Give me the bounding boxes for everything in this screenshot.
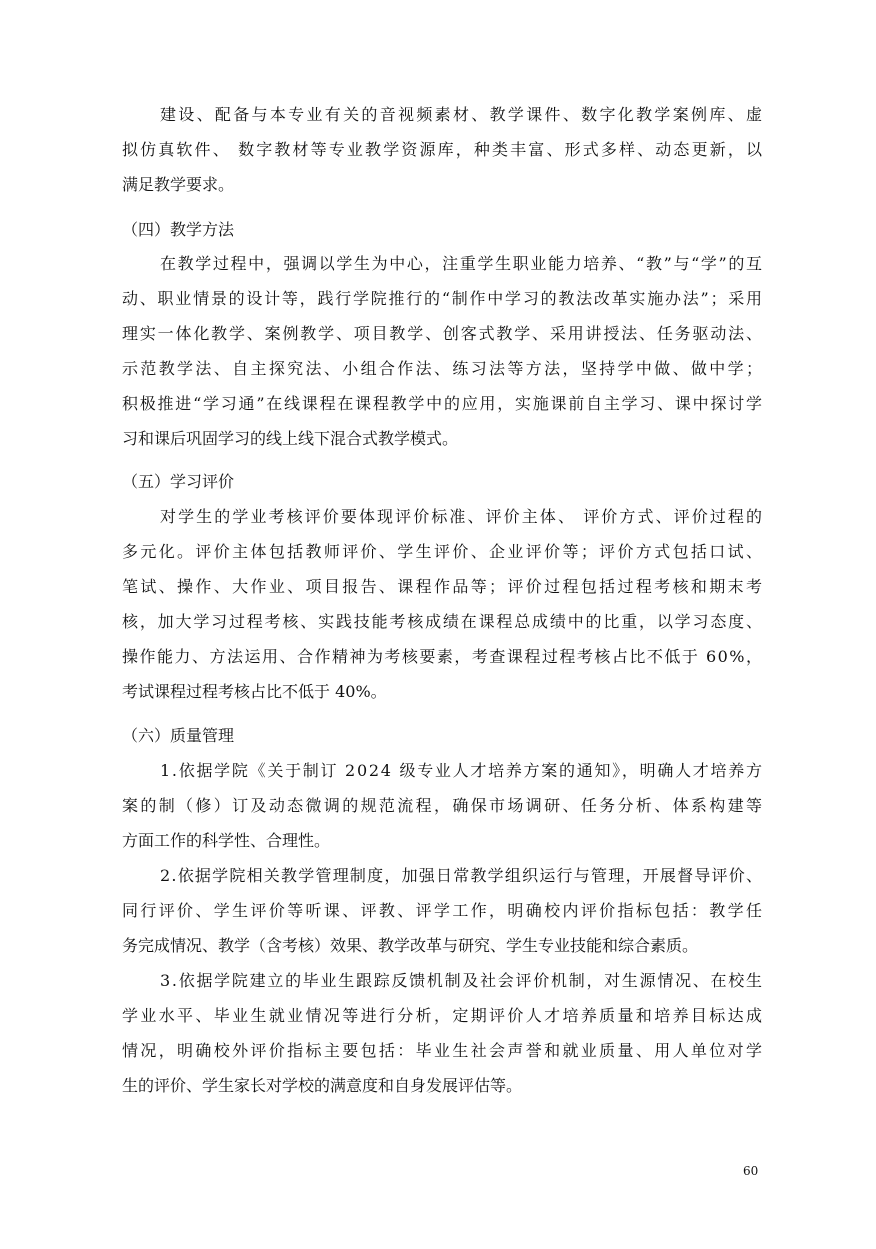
- page-number: 60: [743, 1164, 759, 1178]
- learning-evaluation-line: 对学生的学业考核评价要体现评价标准、评价主体、 评价方式、评价过程的: [160, 507, 765, 526]
- quality-item-line: 方面工作的科学性、合理性。: [122, 831, 331, 850]
- teaching-methods-line: 示范教学法、自主探究法、小组合作法、练习法等方法，坚持学中做、做中学；: [122, 359, 765, 378]
- learning-evaluation-line: 核，加大学习过程考核、实践技能考核成绩在课程总成绩中的比重，以学习态度、: [122, 612, 764, 631]
- resources-line: 建设、配备与本专业有关的音视频素材、教学课件、数字化教学案例库、虚: [160, 105, 765, 124]
- quality-item-line: 1.依据学院《关于制订 2024 级专业人才培养方案的通知》，明确人才培养方: [160, 761, 764, 780]
- quality-item-line: 3.依据学院建立的毕业生跟踪反馈机制及社会评价机制，对生源情况、在校生: [160, 971, 764, 990]
- quality-item-line: 生的评价、学生家长对学校的满意度和自身发展评估等。: [122, 1076, 523, 1095]
- section-heading-learning-evaluation: （五）学习评价: [122, 472, 235, 491]
- learning-evaluation-line: 笔试、操作、大作业、项目报告、课程作品等；评价过程包括过程考核和期末考: [122, 577, 765, 596]
- quality-item-line: 2.依据学院相关教学管理制度，加强日常教学组织运行与管理，开展督导评价、: [160, 866, 764, 885]
- section-heading-quality-management: （六）质量管理: [122, 726, 235, 745]
- teaching-methods-line: 习和课后巩固学习的线上线下混合式教学模式。: [122, 429, 459, 448]
- learning-evaluation-line: 考试课程过程考核占比不低于 40%。: [122, 682, 387, 701]
- teaching-methods-line: 动、职业情景的设计等，践行学院推行的“制作中学习的教法改革实施办法”；采用: [122, 289, 764, 308]
- teaching-methods-line: 积极推进“学习通”在线课程在课程教学中的应用，实施课前自主学习、课中探讨学: [122, 394, 764, 413]
- learning-evaluation-line: 操作能力、方法运用、合作精神为考核要素，考查课程过程考核占比不低于 60%，: [122, 647, 764, 666]
- quality-item-line: 务完成情况、教学（含考核）效果、教学改革与研究、学生专业技能和综合素质。: [122, 936, 699, 955]
- quality-item-line: 情况，明确校外评价指标主要包括：毕业生社会声誉和就业质量、用人单位对学: [122, 1041, 765, 1060]
- quality-item-line: 同行评价、学生评价等听课、评教、评学工作，明确校内评价指标包括：教学任: [122, 901, 765, 920]
- section-heading-teaching-methods: （四）教学方法: [122, 220, 235, 239]
- resources-line: 拟仿真软件、 数字教材等专业教学资源库，种类丰富、形式多样、动态更新，以: [122, 140, 765, 159]
- learning-evaluation-line: 多元化。评价主体包括教师评价、学生评价、企业评价等；评价方式包括口试、: [122, 542, 765, 561]
- teaching-methods-line: 在教学过程中，强调以学生为中心，注重学生职业能力培养、“教”与“学”的互: [160, 254, 764, 273]
- quality-item-line: 学业水平、毕业生就业情况等进行分析，定期评价人才培养质量和培养目标达成: [122, 1006, 765, 1025]
- resources-line: 满足教学要求。: [122, 175, 235, 194]
- quality-item-line: 案的制（修）订及动态微调的规范流程，确保市场调研、任务分析、体系构建等: [122, 796, 765, 815]
- teaching-methods-line: 理实一体化教学、案例教学、项目教学、创客式教学、采用讲授法、任务驱动法、: [122, 324, 764, 343]
